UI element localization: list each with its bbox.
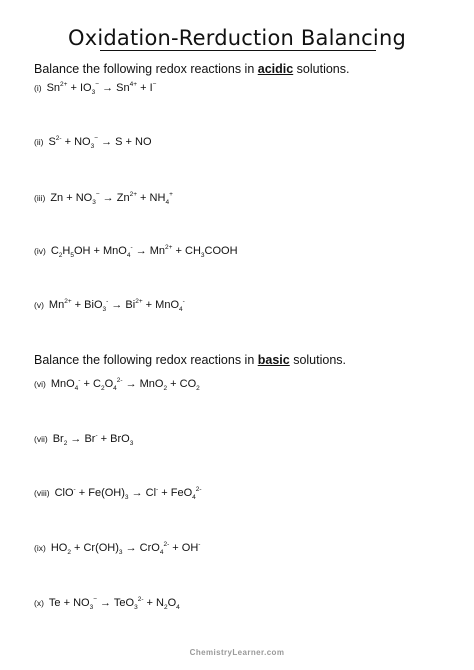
reaction-equation: $S^{2-} + NO_3^- \to S$ + NO (48, 135, 152, 150)
reaction-number: (v) (34, 300, 44, 310)
reaction-10 (34, 596, 180, 610)
reaction-6 (34, 377, 200, 391)
reaction-4 (34, 244, 238, 258)
reaction-number: (vii) (34, 434, 48, 444)
reaction-number: (x) (34, 598, 44, 608)
reaction-number: (iv) (34, 246, 46, 256)
reaction-equation: $Te + NO_3^- \to TeO_3^{2-} + N_2O_4$ (48, 596, 180, 611)
basic-section-heading (34, 353, 346, 367)
basic-keyword: basic (257, 353, 290, 367)
reaction-number: (ix) (34, 543, 46, 553)
reaction-3 (34, 191, 173, 205)
site-watermark: ChemistryLearner.com (189, 648, 285, 657)
reaction-equation: $MnO_4^- + C_2O_4^{2-} \to MnO_2 + CO_2$ (50, 377, 200, 392)
title-underline (100, 50, 376, 51)
page-title: Oxidation-Rerduction Balancing (67, 26, 407, 50)
reaction-equation: $HO_2 + Cr(OH)_3 \to CrO_4^{2-} + OH^-$ (50, 541, 201, 556)
reaction-equation: $Sn^{2+} + IO_3^- \to Sn^{4+} + I^-$ (46, 81, 157, 96)
reaction-equation: $Br_2 \to Br^- + BrO_3$ (52, 432, 134, 447)
reaction-number: (ii) (34, 137, 44, 147)
reaction-equation: $ClO^- + Fe(OH)_3 \to Cl^- + FeO_4^{2-}$ (54, 486, 202, 501)
reaction-number: (viii) (34, 488, 50, 498)
basic-heading-suffix: solutions. (289, 353, 346, 367)
reaction-number: (vi) (34, 379, 46, 389)
basic-heading-prefix: Balance the following redox reactions in (34, 353, 258, 367)
acidic-heading-suffix: solutions. (293, 62, 350, 76)
reaction-8 (34, 486, 202, 500)
acidic-keyword: acidic (257, 62, 294, 76)
reaction-number: (iii) (34, 193, 46, 203)
reaction-9 (34, 541, 200, 555)
reaction-1 (34, 81, 156, 95)
acidic-section-heading (34, 62, 349, 76)
reaction-equation: $Mn^{2+} + BiO_3^- \to Bi^{2+} + MnO_4^-$ (48, 298, 185, 313)
reaction-5 (34, 298, 185, 312)
reaction-7 (34, 432, 133, 446)
reaction-2 (34, 135, 152, 149)
reaction-equation: $Zn + NO_3^- \to Zn^{2+} + NH_4^+$ (50, 191, 173, 206)
reaction-equation: $C_2H_5OH + MnO_4^- \to Mn^{2+}$ + $CH_3COOH$ (50, 244, 238, 259)
reaction-number: (i) (34, 83, 42, 93)
acidic-heading-prefix: Balance the following redox reactions in (34, 62, 258, 76)
